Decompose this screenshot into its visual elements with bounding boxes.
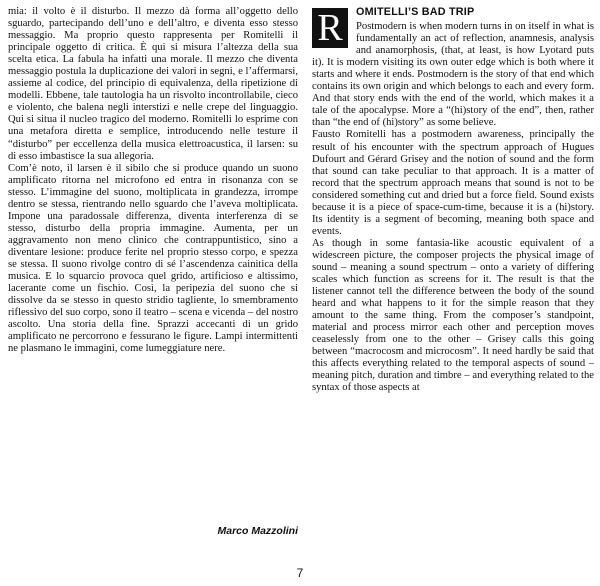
italian-text-column <box>8 6 298 355</box>
paragraph: Postmodern is when modern turns in on itself in what is fundamentally an act of reflection, anamnesis, analysis and anamorphosis, (that, at least, is how Lyotard puts it). It is modern visiting its own outer edge which is both where it starts and where it ends. Postmodern is the story of that end which contains its own origin and which belongs to each and every form. And that story ends with the end of the world, which makes it a tale of the apocalypse. More a “(hi)story of the end”, then, rather than “the end of (hi)story” as some believe. <box>312 21 594 129</box>
paragraph: Fausto Romitelli has a postmodern awareness, principally the result of his encounter with the spectrum approach of Hugues Dufourt and Gérard Grisey and the notion of sound and the form that sound can take peculiar to that approach. It is a matter of record that the spectrum approach means that sound is not to be considered something cut and dried but a force field. Sound exists because it is a piece of space-cum-time, because it is a (hi)story. Its identity is a segment of becoming, meaning both space and events. <box>312 129 594 237</box>
paragraph: As though in some fantasia-like acoustic equivalent of a widescreen picture, the composer projects the physical image of sound – meaning a sound spectrum – onto a variety of differing scales which function as screens for it. The result is that the listener cannot tell the difference between the body of the sound heard and what happens to it for the simple reason that they amount to the same thing. From the composer’s standpoint, material and process mirror each other and perception moves ceaselessly from one to the other – Grisey calls this going between “macrocosm and microcosm”. It need hardly be said that this affects everything related to the temporal aspects of sound – meaning pitch, duration and timbre – and everything related to the syntax of those aspects at <box>312 237 594 394</box>
author-signature: Marco Mazzolini <box>217 525 298 537</box>
paragraph: mia: il volto è il disturbo. Il mezzo dà forma all’oggetto dello sguardo, partecipando dell’uno e dell’altro, e diventa esso stesso messaggio. Ma proprio questo rappresenta per Romitelli il principale oggetto di critica. È qui si misura l’altezza della sua scelta etica. La fabula ha infatti una morale. Il mezzo che diventa messaggio postula la duplicazione dei valori in segni, e l’affermarsi, assieme al codice, del principio di equivalenza, della ripetizione di modelli. Ebbene, tale tautologia ha un risvolto incontrollabile, cieco e violento, che balena negli interstizi e nelle crepe del linguaggio. Qui si situa il nucleo tragico del moderno. Romitelli lo esprime con una metafora diretta e semplice, introducendo nelle testure il “disturbo” per eccellenza della musica elettroacustica, il larsen: su di esso imbastisce la sua allegoria. <box>8 6 298 162</box>
article-title: OMITELLI’S BAD TRIP <box>356 6 475 18</box>
english-article-column <box>312 6 594 395</box>
page-number: 7 <box>296 566 304 580</box>
paragraph: Com’è noto, il larsen è il sibilo che si produce quando un suono amplificato ritorna nel microfono ed entra in risonanza con se stesso. L’immagine del suono, moltiplicata in grandezza, irrompe dentro se stessa, rientrando nello sguardo che l’aveva moltiplicata. Impone una paradossale differenza, diventa interferenza di se stesso, disturbo della propria immagine. Aumenta, per un aggravamento non meno clinico che contrappuntistico, sino a diventare lesione: produce ferite nel proprio stesso corpo, e spezza se stessa. Il suono rivolge contro di sé l’ascendenza cainitica della musica. E lo squarcio provoca quel grido, artificioso e altissimo, lacerante come un fischio. Così, la peripezia del suono che si dissolve da se stesso in questo stridio tagliente, lo smembramento riflessivo del suo corpo, sono il teatro – scena e vicenda – del nostro ascolto. Una storia della fine. Sprazzi accecanti di un grido amplificato ne percorrono e fessurano le figure. Lampi intermittenti ne plasmano le immagini, come lumeggiature nere. <box>8 162 298 355</box>
drop-cap: R <box>312 8 348 48</box>
